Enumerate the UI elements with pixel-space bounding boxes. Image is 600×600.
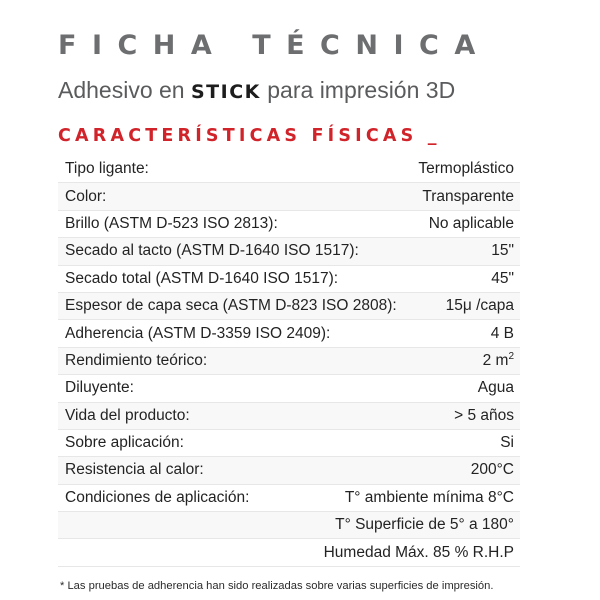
table-row bbox=[58, 430, 520, 457]
property-label: Sobre aplicación: bbox=[65, 434, 184, 452]
property-label: Condiciones de aplicación: bbox=[65, 488, 250, 506]
table-row bbox=[58, 183, 520, 210]
property-label: Brillo (ASTM D-523 ISO 2813): bbox=[65, 214, 278, 232]
properties-table bbox=[58, 156, 520, 567]
yield-unit-exponent: 2 bbox=[508, 350, 514, 362]
property-value: 4 B bbox=[490, 324, 514, 342]
property-label: Secado al tacto (ASTM D-1640 ISO 1517): bbox=[65, 242, 359, 260]
property-label: Vida del producto: bbox=[65, 406, 190, 424]
table-row bbox=[58, 375, 520, 402]
property-label: Resistencia al calor: bbox=[65, 461, 204, 479]
property-value: Transparente bbox=[422, 187, 514, 205]
table-row-continuation bbox=[58, 512, 520, 539]
property-value: Agua bbox=[477, 379, 514, 397]
property-value bbox=[483, 352, 514, 370]
table-row bbox=[58, 457, 520, 484]
property-label: Color: bbox=[65, 187, 107, 205]
property-value: 15" bbox=[491, 242, 514, 260]
table-row bbox=[58, 320, 520, 347]
table-row bbox=[58, 156, 520, 183]
footnote: * Las pruebas de adherencia han sido realizadas sobre varias superficies de impresión. bbox=[60, 580, 494, 592]
property-value: No aplicable bbox=[428, 214, 514, 232]
table-row bbox=[58, 266, 520, 293]
table-row bbox=[58, 485, 520, 512]
section-heading: CARACTERÍSTICAS FÍSICAS _ bbox=[58, 126, 441, 146]
property-value: T° ambiente mínima 8°C bbox=[344, 488, 514, 506]
page-title: FICHA TÉCNICA bbox=[58, 30, 491, 61]
table-row bbox=[58, 211, 520, 238]
property-value: Termoplástico bbox=[418, 160, 514, 178]
table-row bbox=[58, 293, 520, 320]
table-row bbox=[58, 238, 520, 265]
property-value: T° Superficie de 5° a 180° bbox=[335, 516, 514, 534]
table-row-continuation bbox=[58, 539, 520, 566]
subtitle bbox=[58, 77, 455, 104]
property-label: Rendimiento teórico: bbox=[65, 351, 208, 369]
subtitle-suffix: para impresión 3D bbox=[267, 77, 456, 103]
property-label: Diluyente: bbox=[65, 379, 134, 397]
property-value: 45" bbox=[491, 269, 514, 287]
property-value: Si bbox=[500, 434, 514, 452]
property-value: Humedad Máx. 85 % R.H.P bbox=[323, 543, 514, 561]
yield-value: 2 m bbox=[482, 351, 509, 369]
property-label: Espesor de capa seca (ASTM D-823 ISO 2808): bbox=[65, 297, 397, 315]
property-value: > 5 años bbox=[454, 406, 514, 424]
property-label: Tipo ligante: bbox=[65, 160, 149, 178]
property-value: 15μ /capa bbox=[445, 297, 514, 315]
property-value: 200°C bbox=[470, 461, 514, 479]
subtitle-product-name: STICK bbox=[190, 81, 261, 103]
property-label: Adherencia (ASTM D-3359 ISO 2409): bbox=[65, 324, 331, 342]
property-label: Secado total (ASTM D-1640 ISO 1517): bbox=[65, 269, 339, 287]
table-row bbox=[58, 403, 520, 430]
subtitle-prefix: Adhesivo en bbox=[58, 77, 185, 103]
table-row bbox=[58, 348, 520, 375]
